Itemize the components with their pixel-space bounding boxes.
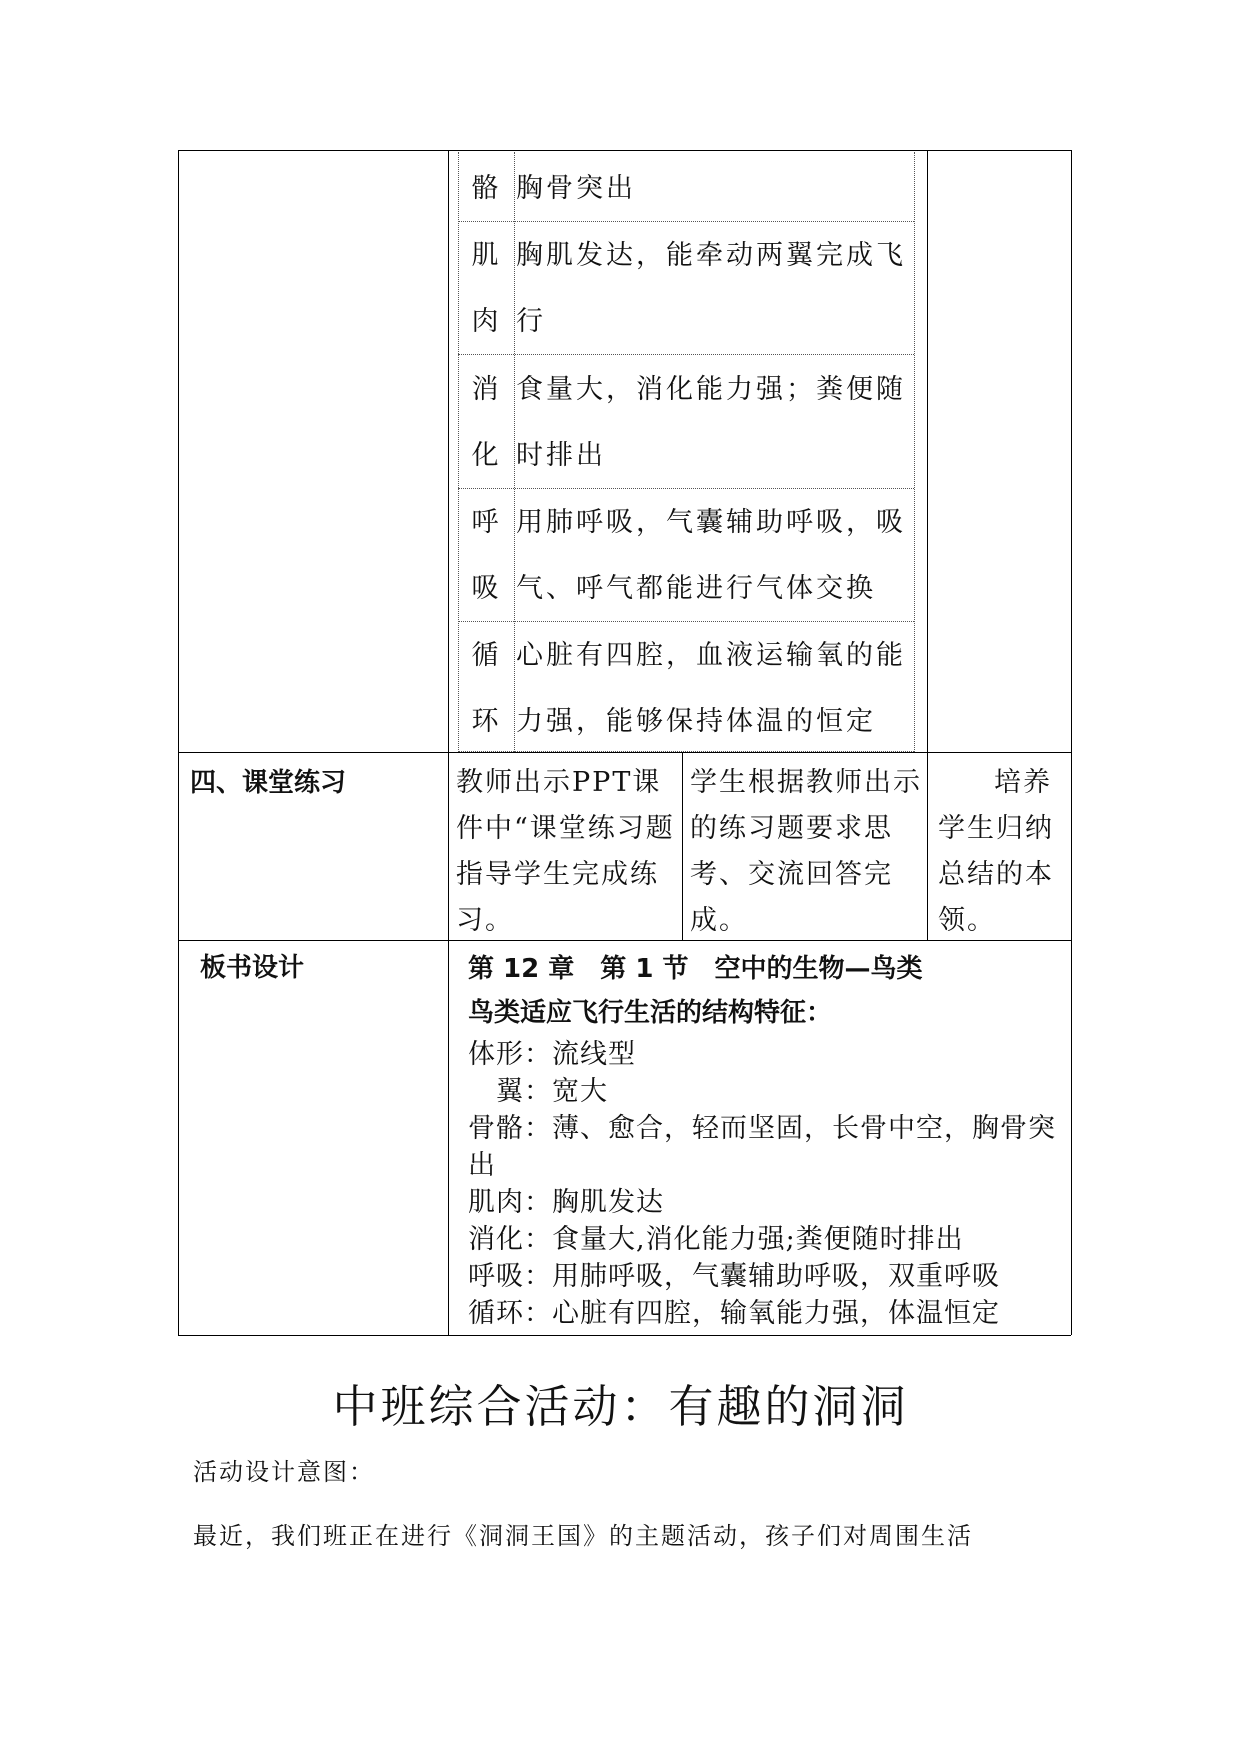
board-item-skeleton: 骨骼：薄、愈合，轻而坚固，长骨中空，胸骨突出 — [468, 1113, 1056, 1181]
inner-row-text-skeleton: 胸骨突出 — [516, 173, 636, 204]
inner-table-left-border — [458, 152, 459, 752]
board-item-shape: 体形：流线型 — [468, 1039, 636, 1070]
inner-row-text-respiration: 用肺呼吸，气囊辅助呼吸，吸气、呼气都能进行气体交换 — [516, 507, 906, 604]
board-item-circulation: 循环：心脏有四腔，输氧能力强，体温恒定 — [468, 1298, 1000, 1329]
inner-row-label-circulation: 循环 — [471, 640, 503, 737]
activity-title: 中班综合活动：有趣的洞洞 — [332, 1380, 909, 1433]
column-divider-1 — [448, 150, 449, 1335]
activity-paragraph: 最近，我们班正在进行《洞洞王国》的主题活动，孩子们对周围生活 — [193, 1522, 973, 1550]
board-item-wing: 翼：宽大 — [468, 1076, 608, 1107]
practice-teacher-activity: 教师出示PPT课件中“课堂练习题指导学生完成练习。 — [456, 767, 675, 936]
table-bottom-border — [178, 1335, 1071, 1336]
inner-row-label-skeleton: 骼 — [471, 173, 503, 204]
board-heading: 板书设计 — [200, 953, 305, 983]
board-item-respiration: 呼吸：用肺呼吸，气囊辅助呼吸，双重呼吸 — [468, 1261, 1000, 1292]
board-subtitle: 鸟类适应飞行生活的结构特征： — [468, 998, 833, 1028]
table-left-border — [178, 150, 179, 1335]
board-item-muscle: 肌肉：胸肌发达 — [468, 1187, 664, 1218]
practice-student-activity: 学生根据教师出示的练习题要求思考、交流回答完成。 — [690, 767, 922, 936]
table-top-border — [178, 150, 1071, 151]
column-divider-3 — [927, 150, 928, 940]
practice-heading: 四、课堂练习 — [190, 768, 347, 798]
board-title: 第 12 章 第 1 节 空中的生物—鸟类 — [468, 954, 923, 984]
board-item-digestion: 消化：食量大,消化能力强;粪便随时排出 — [468, 1224, 964, 1255]
inner-row-label-respiration: 呼吸 — [471, 507, 503, 604]
inner-table-divider — [514, 152, 515, 752]
activity-intent-label: 活动设计意图： — [193, 1458, 375, 1486]
table-right-border — [1071, 150, 1072, 1335]
practice-design-intent: 培养学生归纳总结的本领。 — [938, 767, 1054, 936]
inner-row-label-muscle: 肌肉 — [471, 240, 503, 337]
column-divider-2 — [682, 752, 683, 940]
inner-row-text-muscle: 胸肌发达，能牵动两翼完成飞行 — [516, 240, 906, 337]
inner-row-text-circulation: 心脏有四腔，血液运输氧的能力强，能够保持体温的恒定 — [516, 640, 906, 737]
inner-table-right-border — [914, 152, 915, 752]
inner-row-label-digestion: 消化 — [471, 374, 503, 471]
inner-row-text-digestion: 食量大，消化能力强；粪便随时排出 — [516, 374, 906, 471]
